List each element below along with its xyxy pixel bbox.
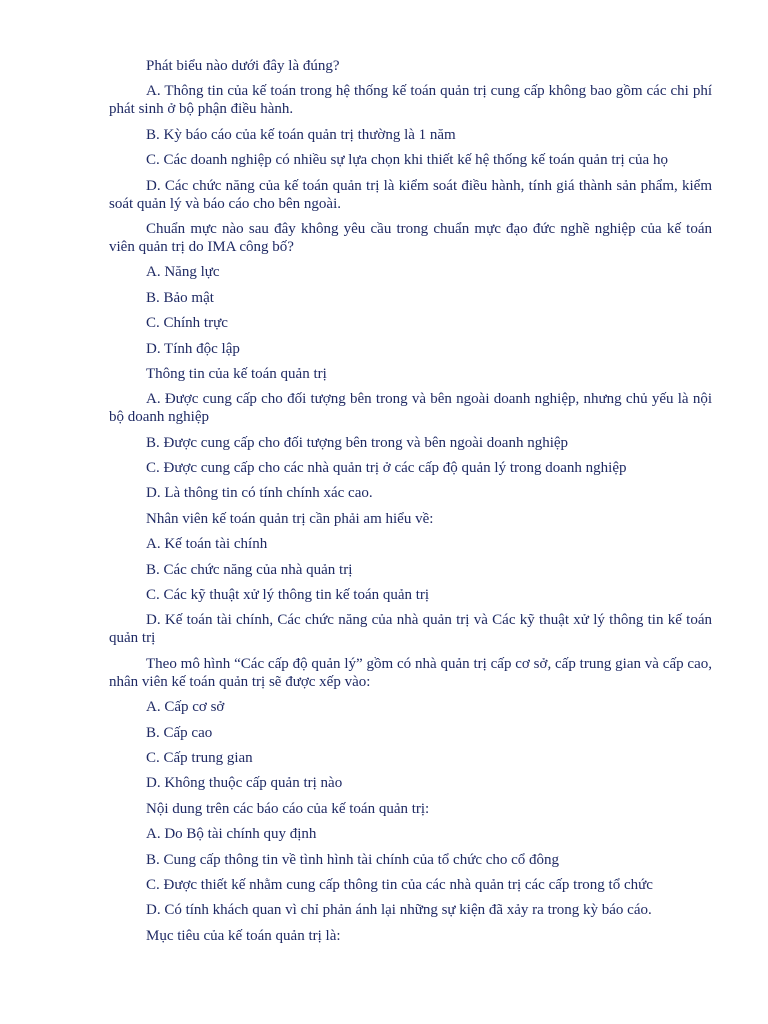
- question-2-option-c: C. Chính trực: [146, 315, 228, 332]
- question-7-stem: Mục tiêu của kế toán quản trị là:: [146, 927, 341, 944]
- question-6-option-c: C. Được thiết kế nhằm cung cấp thông tin của các nhà quản trị các cấp trong tổ chức: [146, 876, 653, 893]
- question-6-stem: Nội dung trên các báo cáo của kế toán quản trị:: [146, 800, 430, 817]
- question-5-stem: Theo mô hình “Các cấp độ quản lý” gồm có nhà quản trị cấp cơ sở, cấp trung gian và cấp cao, nhân viên kế toán quản trị sẽ được xếp vào:: [109, 655, 712, 690]
- question-1-option-b: B. Kỳ báo cáo của kế toán quản trị thường là 1 năm: [146, 126, 456, 143]
- question-6-option-d: D. Có tính khách quan vì chỉ phản ánh lại những sự kiện đã xảy ra trong kỳ báo cáo.: [146, 902, 652, 919]
- question-3-stem: Thông tin của kế toán quản trị: [146, 365, 327, 382]
- question-5-option-b: B. Cấp cao: [146, 724, 213, 741]
- question-6-option-b: B. Cung cấp thông tin về tình hình tài chính của tổ chức cho cổ đông: [146, 851, 560, 868]
- question-4-option-c: C. Các kỹ thuật xử lý thông tin kế toán quản trị: [146, 587, 430, 604]
- question-6-option-a: A. Do Bộ tài chính quy định: [146, 826, 317, 843]
- question-4-stem: Nhân viên kế toán quản trị cần phải am hiểu về:: [146, 510, 434, 527]
- question-2-option-a: A. Năng lực: [146, 264, 220, 281]
- question-4-option-d: D. Kế toán tài chính, Các chức năng của nhà quản trị và Các kỹ thuật xử lý thông tin kế toán quản trị: [109, 612, 712, 647]
- question-1-option-a: A. Thông tin của kế toán trong hệ thống kế toán quản trị cung cấp không bao gồm các chi phí phát sinh ở bộ phận điều hành.: [109, 83, 712, 118]
- question-5-option-c: C. Cấp trung gian: [146, 749, 253, 766]
- question-2-stem: Chuẩn mực nào sau đây không yêu cầu trong chuẩn mực đạo đức nghề nghiệp của kế toán viên quản trị do IMA công bố?: [109, 220, 712, 255]
- question-3-option-d: D. Là thông tin có tính chính xác cao.: [146, 485, 373, 502]
- question-5-option-a: A. Cấp cơ sở: [146, 699, 225, 716]
- question-3-option-b: B. Được cung cấp cho đối tượng bên trong và bên ngoài doanh nghiệp: [146, 434, 569, 451]
- question-3-option-a: A. Được cung cấp cho đối tượng bên trong và bên ngoài doanh nghiệp, nhưng chủ yếu là nội bộ doanh nghiệp: [109, 391, 712, 426]
- question-3-option-c: C. Được cung cấp cho các nhà quản trị ở các cấp độ quản lý trong doanh nghiệp: [146, 460, 627, 477]
- question-1-option-d: D. Các chức năng của kế toán quản trị là kiểm soát điều hành, tính giá thành sản phẩm, kiểm soát quản lý và báo cáo cho bên ngoài.: [109, 177, 712, 212]
- question-4-option-b: B. Các chức năng của nhà quản trị: [146, 561, 353, 578]
- question-5-option-d: D. Không thuộc cấp quản trị nào: [146, 775, 343, 792]
- question-2-option-d: D. Tính độc lập: [146, 340, 240, 357]
- question-2-option-b: B. Bảo mật: [146, 289, 214, 306]
- question-1-stem: Phát biểu nào dưới đây là đúng?: [146, 58, 340, 74]
- question-1-option-c: C. Các doanh nghiệp có nhiều sự lựa chọn khi thiết kế hệ thống kế toán quản trị của họ: [146, 152, 668, 169]
- question-4-option-a: A. Kế toán tài chính: [146, 536, 268, 553]
